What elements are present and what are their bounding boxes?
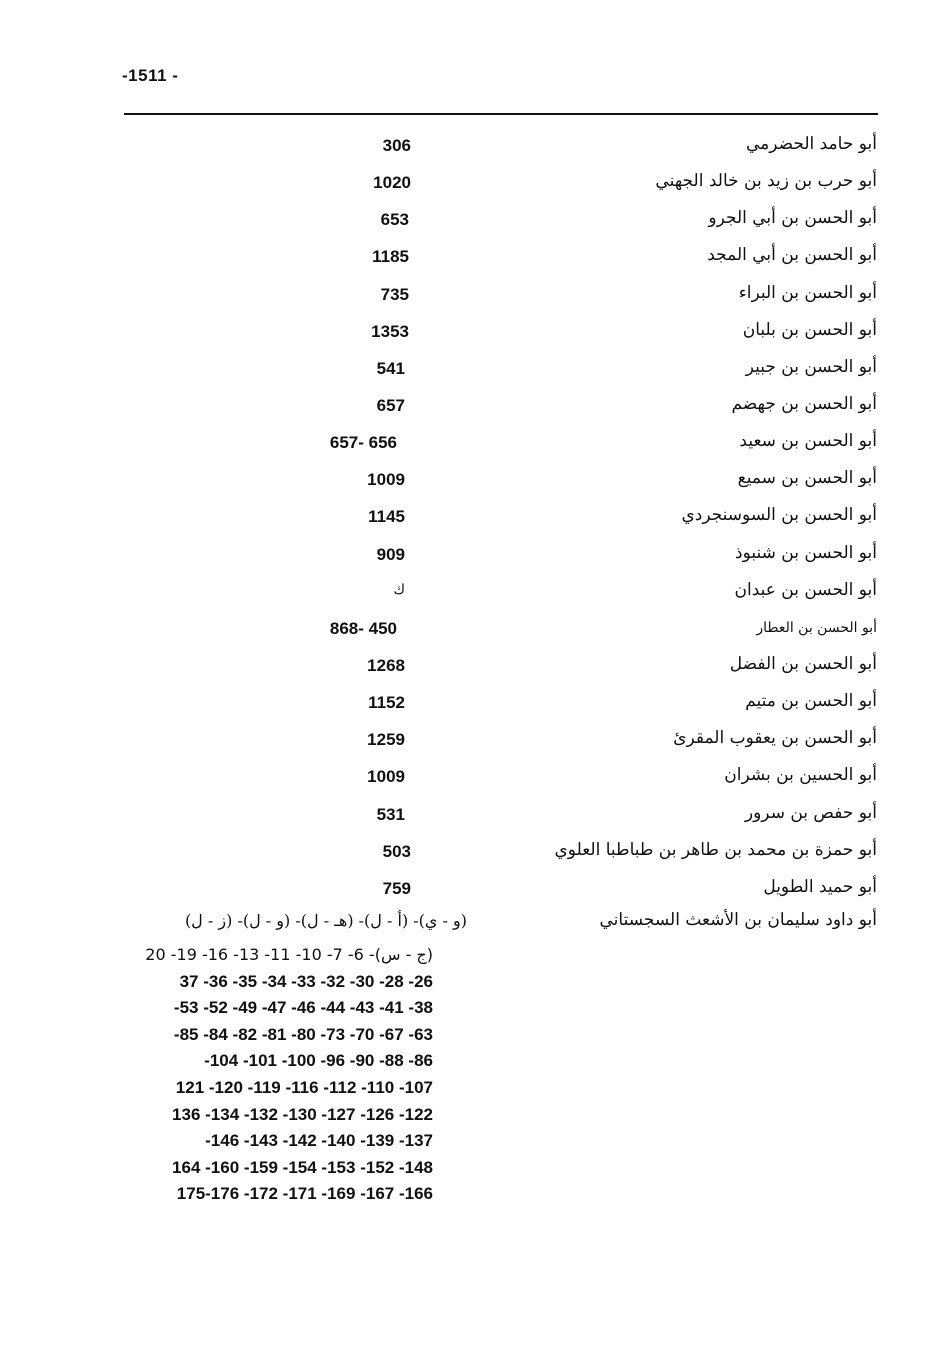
entry-name: أبو الحسن بن أبي الجرو — [708, 208, 877, 229]
entry-pages: 306 — [382, 136, 411, 155]
entry-pages: 657 — [376, 395, 405, 415]
page-number: -1511 - — [122, 66, 179, 85]
index-entry — [0, 501, 947, 538]
index-entry — [0, 427, 947, 464]
entry-name: أبو الحسن بن السوسنجردي — [681, 505, 877, 526]
index-entry — [0, 167, 947, 204]
index-entry — [0, 873, 947, 910]
entry-pages: 1009 — [367, 470, 405, 490]
header-rule — [124, 113, 878, 115]
entry-name: أبو الحسن بن العطار — [756, 619, 877, 636]
entry-pages: 531 — [376, 804, 405, 824]
entry-name: أبو الحسن بن متيم — [745, 691, 877, 712]
index-entry — [0, 799, 947, 836]
index-entry-abu-dawud — [0, 906, 947, 946]
index-entry — [0, 650, 947, 687]
page-list-line: 63- 67- 70- 73- 80- 81- 82- 84- 85- — [173, 1024, 433, 1044]
page-list-line: 86- 88- 90- 96- 100- 101- 104- — [204, 1051, 433, 1071]
entry-pages: 1185 — [372, 247, 409, 267]
index-entry — [0, 761, 947, 798]
entry-name: أبو الحسن بن يعقوب المقرئ — [673, 728, 877, 749]
entry-pages: 759 — [382, 878, 411, 898]
index-entry — [0, 353, 947, 390]
entry-pages: 1259 — [367, 730, 405, 750]
entry-pages: 656 -657 — [329, 433, 397, 453]
index-entries — [0, 130, 947, 910]
entry-name: أبو الحسن بن جهضم — [731, 393, 877, 414]
entry-name: أبو الحسن بن سعيد — [739, 431, 877, 452]
page-list-line: 122- 126- 127- 130- 132- 134- 136 — [172, 1104, 433, 1124]
entry-name: أبو حامد الحضرمي — [745, 134, 877, 154]
entry-name: أبو الحسن بن الفضل — [729, 653, 877, 674]
index-entry — [0, 464, 947, 501]
entry-pages: 653 — [380, 210, 409, 230]
page-list-line: 107- 110- 112- 116- 119- 120- 121 — [175, 1077, 433, 1097]
entry-name: أبو حفص بن سرور — [744, 802, 877, 823]
entry-pages: 1009 — [367, 767, 405, 787]
page-list-line: 38- 41- 43- 44- 46- 47- 49- 52- 53- — [173, 998, 433, 1018]
entry-name: أبو الحسن بن أبي المجد — [707, 245, 877, 266]
page-list-line: 26- 28- 30- 32- 33- 34- 35- 36- 37 — [179, 971, 433, 991]
entry-name: أبو الحسن بن البراء — [738, 282, 877, 303]
entry-name: أبو الحسن بن عبدان — [734, 579, 877, 600]
abu-dawud-page-list — [73, 942, 433, 1208]
entry-pages: 450 -868 — [329, 618, 397, 638]
entry-name: أبو الحسن بن شنبوذ — [735, 542, 877, 563]
index-entry — [0, 316, 947, 353]
index-entry — [0, 279, 947, 316]
entry-pages: ك — [393, 581, 405, 598]
entry-name: أبو حرب بن زيد بن خالد الجهني — [655, 171, 877, 192]
entry-pages: 1145 — [368, 507, 405, 527]
entry-name: أبو حميد الطويل — [763, 876, 877, 897]
entry-pages: 1268 — [367, 655, 405, 675]
index-entry — [0, 613, 947, 650]
index-entry — [0, 204, 947, 241]
entry-name: أبو حمزة بن محمد بن طاهر بن طباطبا العلوي — [554, 839, 877, 860]
entry-pages: 503 — [382, 841, 411, 861]
entry-name: أبو الحسن بن جبير — [745, 356, 877, 377]
entry-pages: 541 — [376, 358, 405, 378]
entry-pages: 735 — [380, 284, 409, 304]
index-entry — [0, 390, 947, 427]
page-list-line: 137- 139- 140- 142- 143- 146- — [205, 1131, 433, 1151]
entry-pages: 909 — [376, 544, 405, 564]
page-list-line: (ج - س)- 6- 7- 10- 11- 13- 16- 19- 20 — [145, 945, 433, 964]
page-list-line: 166- 167- 169- 171- 172- 175-176 — [176, 1184, 433, 1204]
entry-name: أبو داود سليمان بن الأشعث السجستاني — [599, 910, 877, 930]
index-entry — [0, 687, 947, 724]
index-entry — [0, 576, 947, 613]
manuscript-sigla: (و - ي)- (أ - ل)- (هـ - ل)- (و - ل)- (ز - ل) — [184, 911, 467, 930]
entry-pages: 1152 — [368, 693, 405, 713]
index-entry — [0, 241, 947, 278]
index-entry — [0, 130, 947, 167]
entry-name: أبو الحسن بن بلبان — [742, 319, 877, 340]
index-entry — [0, 724, 947, 761]
entry-name: أبو الحسين بن بشران — [724, 765, 877, 786]
entry-name: أبو الحسن بن سميع — [737, 468, 877, 489]
entry-pages: 1353 — [371, 321, 409, 341]
page-list-line: 148- 152- 153- 154- 159- 160- 164 — [172, 1157, 433, 1177]
index-entry — [0, 539, 947, 576]
entry-pages: 1020 — [373, 173, 411, 193]
index-entry — [0, 836, 947, 873]
